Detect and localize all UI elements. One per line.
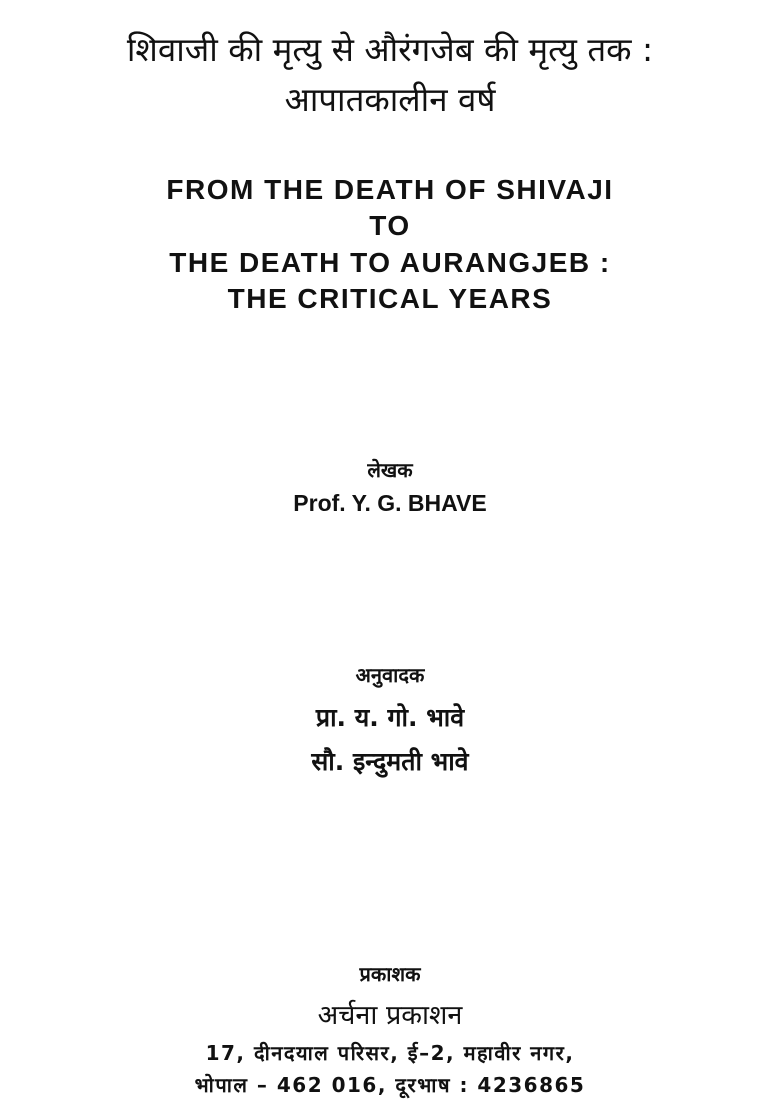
english-title-line-2: TO [369,210,411,241]
publisher-name: अर्चना प्रकाशन [317,1000,463,1031]
author-label: लेखक [367,458,413,482]
translator-label: अनुवादक [355,663,425,687]
english-title-line-1: FROM THE DEATH OF SHIVAJI [166,174,614,205]
translator-name-2: सौ. इन्दुमती भावे [311,747,469,776]
publisher-address-line-1: 17, दीनदयाल परिसर, ई–2, महावीर नगर, [205,1041,575,1065]
english-title-line-4: THE CRITICAL YEARS [227,283,553,314]
publisher-label: प्रकाशक [359,962,421,986]
author-name: Prof. Y. G. BHAVE [293,490,487,516]
publisher-address-line-2: भोपाल – 462 016, दूरभाष : 4236865 [194,1073,586,1097]
translator-name-1: प्रा. य. गो. भावे [315,703,465,732]
hindi-title-line-2: आपातकालीन वर्ष [284,80,496,119]
english-title-line-3: THE DEATH TO AURANGJEB : [169,247,611,278]
hindi-title-line-1: शिवाजी की मृत्यु से औरंगजेब की मृत्यु तक : [126,30,654,69]
